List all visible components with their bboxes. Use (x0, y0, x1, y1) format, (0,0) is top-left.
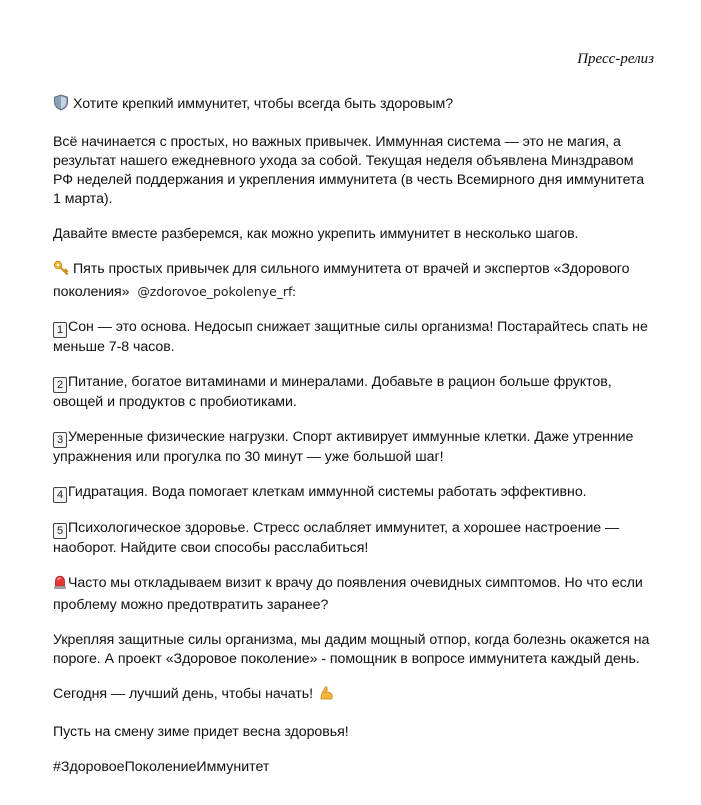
hashtag: #ЗдоровоеПоколениеИммунитет (53, 759, 270, 775)
lets-figure-out-paragraph: Давайте вместе разберемся, как можно укрепить иммунитет в несколько шагов. (53, 226, 579, 242)
habit-item-4 (53, 483, 653, 503)
habit-text-4: Гидратация. Вода помогает клеткам иммунной системы работать эффективно. (68, 484, 587, 500)
intro-paragraph: Всё начинается с простых, но важных привычек. Иммунная система — это не магия, а результат нашего ежедневного ухода за собой. Текущая неделя объявлена Минздравом РФ неделей поддержания и укрепления иммунитета (в честь Всемирного дня иммунитета 1 марта). (53, 134, 645, 207)
habits-intro-text: Пять простых привычек для сильного иммунитета от врачей и экспертов «Здорового поколения» (53, 261, 630, 300)
press-release-label: Пресс-релиз (577, 51, 654, 67)
keycap-number-1: 1 (53, 322, 67, 338)
warning-paragraph (53, 574, 653, 615)
key-icon (53, 260, 69, 282)
siren-icon (53, 574, 67, 596)
habit-item-3 (53, 428, 653, 467)
habit-item-5 (53, 519, 653, 558)
flexed-biceps-icon (319, 685, 335, 707)
release-body (53, 94, 653, 758)
habit-text-5: Психологическое здоровье. Стресс ослабляет иммунитет, а хорошее настроение — наоборот. Найдите свои способы расслабиться! (53, 520, 620, 556)
keycap-number-4: 4 (53, 487, 67, 503)
warning-text: Часто мы откладываем визит к врачу до появления очевидных симптомов. Но что если проблему можно предотвратить заранее? (53, 575, 643, 613)
shield-icon (53, 94, 69, 117)
habit-item-1 (53, 318, 653, 357)
keycap-number-5: 5 (53, 523, 67, 539)
keycap-number-3: 3 (53, 432, 67, 448)
habit-text-1: Сон — это основа. Недосып снижает защитные силы организма! Постарайтесь спать не меньше 7-8 часов. (53, 319, 648, 355)
spring-paragraph: Пусть на смену зиме придет весна здоровья! (53, 724, 349, 740)
habit-item-2 (53, 373, 653, 412)
today-text: Сегодня — лучший день, чтобы начать! (53, 686, 313, 702)
project-paragraph: Укрепляя защитные силы организма, мы дадим мощный отпор, когда болезнь окажется на пороге. А проект «Здоровое поколение» - помощник в вопросе иммунитета каждый день. (53, 632, 650, 667)
social-handle: @zdorovoe_pokolenye_rf: (137, 284, 297, 299)
intro-question (53, 94, 653, 117)
keycap-number-2: 2 (53, 377, 67, 393)
habit-text-3: Умеренные физические нагрузки. Спорт активирует иммунные клетки. Даже утренние упражнения или прогулка по 30 минут — уже большой шаг! (53, 429, 634, 465)
habit-text-2: Питание, богатое витаминами и минералами. Добавьте в рацион больше фруктов, овощей и продуктов с пробиотиками. (53, 374, 612, 410)
today-paragraph (53, 685, 653, 707)
intro-question-text: Хотите крепкий иммунитет, чтобы всегда быть здоровым? (73, 96, 454, 112)
habits-intro (53, 260, 653, 302)
